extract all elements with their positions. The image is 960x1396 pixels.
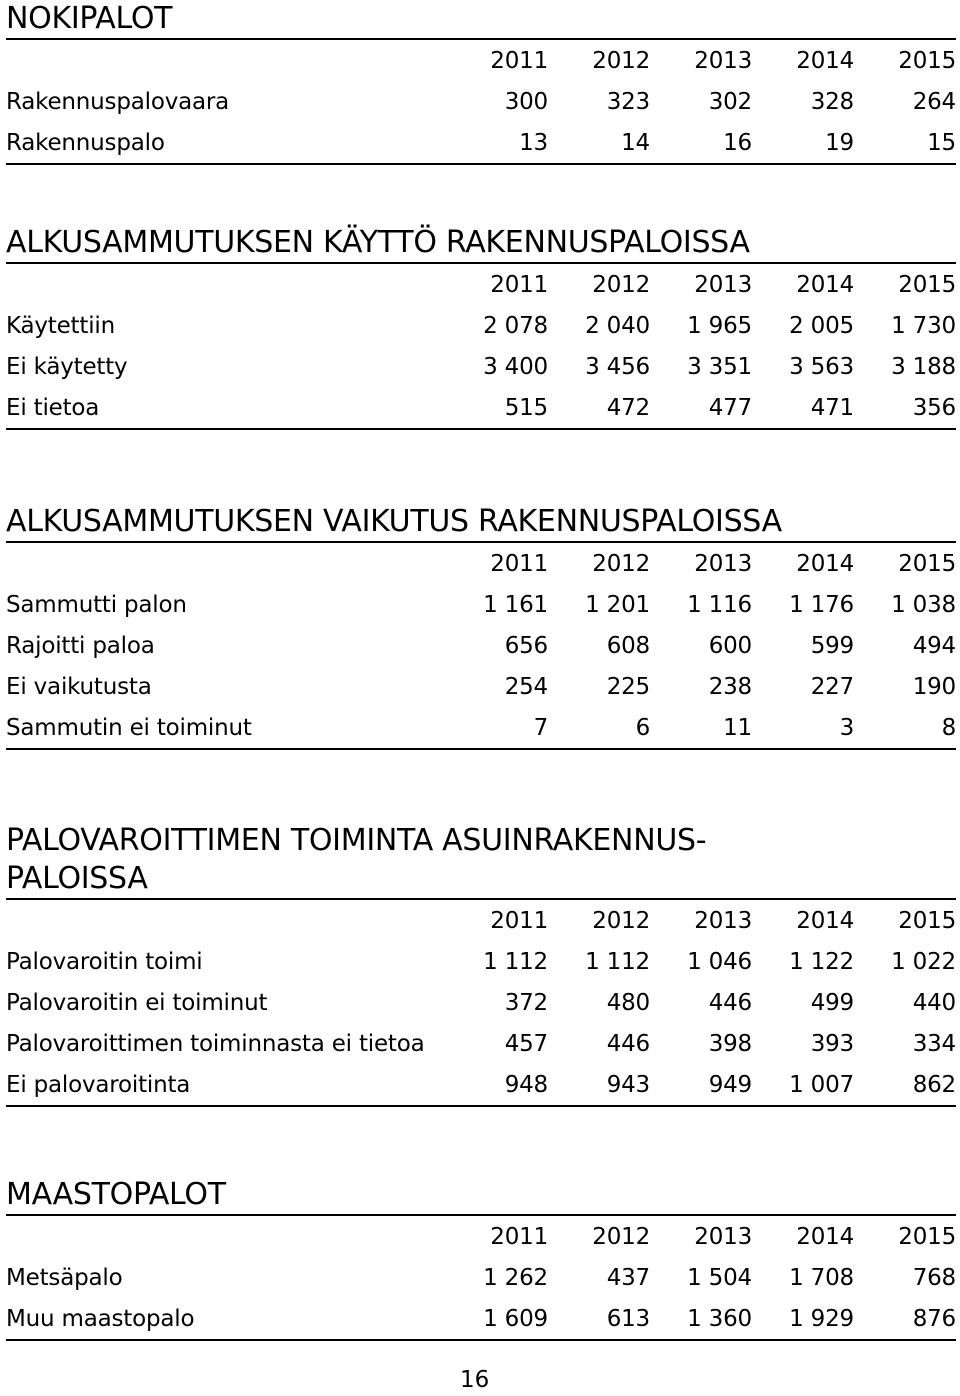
table-row: [6, 625, 956, 666]
cell-value: 254: [504, 673, 548, 700]
row-label: Ei vaikutusta: [6, 673, 152, 700]
header-blank: [6, 39, 446, 81]
section-title: NOKIPALOT: [6, 1, 173, 36]
cell-value: 477: [708, 394, 752, 421]
cell-value: 1 201: [585, 591, 650, 618]
cell-value: 472: [606, 394, 650, 421]
row-label: Rajoitti paloa: [6, 632, 155, 659]
cell-value: 1 176: [789, 591, 854, 618]
year-header: 2011: [490, 550, 548, 577]
year-header: 2013: [694, 907, 752, 934]
cell-value: 446: [708, 989, 752, 1016]
cell-value: 499: [810, 989, 854, 1016]
cell-value: 334: [912, 1030, 956, 1057]
cell-value: 1 965: [687, 312, 752, 339]
cell-value: 471: [810, 394, 854, 421]
table-row: [6, 1257, 956, 1298]
cell-value: 190: [912, 673, 956, 700]
cell-value: 1 360: [687, 1305, 752, 1332]
row-label: Ei tietoa: [6, 394, 100, 421]
year-header: 2015: [898, 47, 956, 74]
section-nokipalot: [6, 0, 956, 165]
cell-value: 1 046: [687, 948, 752, 975]
year-header: 2012: [592, 1223, 650, 1250]
year-header: 2015: [898, 907, 956, 934]
cell-value: 437: [606, 1264, 650, 1291]
header-blank: [6, 1215, 446, 1257]
year-header: 2012: [592, 47, 650, 74]
table-row: [6, 982, 956, 1023]
cell-value: 943: [606, 1071, 650, 1098]
cell-value: 600: [708, 632, 752, 659]
data-table: [6, 541, 956, 750]
table-row: [6, 305, 956, 346]
year-header: 2013: [694, 1223, 752, 1250]
header-blank: [6, 542, 446, 584]
cell-value: 6: [635, 714, 650, 741]
row-label: Sammutin ei toiminut: [6, 714, 252, 741]
cell-value: 446: [606, 1030, 650, 1057]
cell-value: 948: [504, 1071, 548, 1098]
year-header: 2013: [694, 271, 752, 298]
table-row: [6, 1298, 956, 1340]
cell-value: 1 161: [483, 591, 548, 618]
year-header: 2014: [796, 907, 854, 934]
cell-value: 1 122: [789, 948, 854, 975]
header-blank: [6, 899, 446, 941]
year-header: 2015: [898, 550, 956, 577]
year-header-row: [6, 899, 956, 941]
table-row: [6, 707, 956, 749]
cell-value: 7: [533, 714, 548, 741]
cell-value: 328: [810, 88, 854, 115]
cell-value: 302: [708, 88, 752, 115]
cell-value: 225: [606, 673, 650, 700]
cell-value: 393: [810, 1030, 854, 1057]
cell-value: 1 504: [687, 1264, 752, 1291]
cell-value: 2 040: [585, 312, 650, 339]
row-label: Metsäpalo: [6, 1264, 123, 1291]
cell-value: 1 112: [483, 948, 548, 975]
section-alkusammutuksen-vaikutus: [6, 503, 956, 750]
table-row: [6, 346, 956, 387]
cell-value: 14: [621, 129, 650, 156]
cell-value: 457: [504, 1030, 548, 1057]
data-table: [6, 38, 956, 165]
year-header: 2014: [796, 550, 854, 577]
header-blank: [6, 263, 446, 305]
cell-value: 300: [504, 88, 548, 115]
cell-value: 1 038: [891, 591, 956, 618]
cell-value: 1 007: [789, 1071, 854, 1098]
cell-value: 3 400: [483, 353, 548, 380]
cell-value: 1 262: [483, 1264, 548, 1291]
cell-value: 3: [839, 714, 854, 741]
cell-value: 1 730: [891, 312, 956, 339]
cell-value: 11: [723, 714, 752, 741]
row-label: Ei käytetty: [6, 353, 128, 380]
table-row: [6, 584, 956, 625]
year-header-row: [6, 39, 956, 81]
cell-value: 8: [941, 714, 956, 741]
page-number: 16: [460, 1367, 490, 1393]
cell-value: 398: [708, 1030, 752, 1057]
year-header: 2011: [490, 907, 548, 934]
section-maastopalot: [6, 1176, 956, 1341]
cell-value: 3 456: [585, 353, 650, 380]
row-label: Ei palovaroitinta: [6, 1071, 191, 1098]
data-table: [6, 898, 956, 1107]
section-palovaroittimen-toiminta: [6, 822, 956, 1107]
cell-value: 3 188: [891, 353, 956, 380]
section-title-line: PALOISSA: [6, 861, 148, 896]
table-row: [6, 81, 956, 122]
section-title: ALKUSAMMUTUKSEN KÄYTTÖ RAKENNUSPALOISSA: [6, 225, 750, 260]
cell-value: 440: [912, 989, 956, 1016]
year-header-row: [6, 263, 956, 305]
year-header-row: [6, 1215, 956, 1257]
cell-value: 608: [606, 632, 650, 659]
year-header: 2011: [490, 1223, 548, 1250]
table-row: [6, 122, 956, 164]
cell-value: 264: [912, 88, 956, 115]
cell-value: 13: [519, 129, 548, 156]
row-label: Sammutti palon: [6, 591, 187, 618]
row-label: Palovaroitin toimi: [6, 948, 203, 975]
section-title: ALKUSAMMUTUKSEN VAIKUTUS RAKENNUSPALOISSA: [6, 504, 782, 539]
cell-value: 599: [810, 632, 854, 659]
section-title-line: PALOVAROITTIMEN TOIMINTA ASUINRAKENNUS-: [6, 823, 707, 858]
cell-value: 15: [927, 129, 956, 156]
cell-value: 238: [708, 673, 752, 700]
table-row: [6, 941, 956, 982]
cell-value: 1 929: [789, 1305, 854, 1332]
year-header: 2015: [898, 1223, 956, 1250]
cell-value: 227: [810, 673, 854, 700]
year-header: 2014: [796, 47, 854, 74]
row-label: Palovaroittimen toiminnasta ei tietoa: [6, 1030, 425, 1057]
cell-value: 1 708: [789, 1264, 854, 1291]
cell-value: 356: [912, 394, 956, 421]
cell-value: 768: [912, 1264, 956, 1291]
cell-value: 3 351: [687, 353, 752, 380]
year-header: 2013: [694, 47, 752, 74]
row-label: Rakennuspalo: [6, 129, 165, 156]
table-row: [6, 666, 956, 707]
table-row: [6, 1064, 956, 1106]
row-label: Rakennuspalovaara: [6, 88, 230, 115]
year-header: 2012: [592, 271, 650, 298]
data-table: [6, 1214, 956, 1341]
cell-value: 613: [606, 1305, 650, 1332]
year-header: 2014: [796, 271, 854, 298]
section-alkusammutuksen-kaytto: [6, 224, 956, 430]
year-header: 2012: [592, 907, 650, 934]
cell-value: 876: [912, 1305, 956, 1332]
section-title: MAASTOPALOT: [6, 1177, 226, 1212]
cell-value: 1 609: [483, 1305, 548, 1332]
cell-value: 372: [504, 989, 548, 1016]
year-header: 2015: [898, 271, 956, 298]
cell-value: 19: [825, 129, 854, 156]
row-label: Palovaroitin ei toiminut: [6, 989, 268, 1016]
cell-value: 480: [606, 989, 650, 1016]
cell-value: 323: [606, 88, 650, 115]
cell-value: 3 563: [789, 353, 854, 380]
cell-value: 656: [504, 632, 548, 659]
row-label: Käytettiin: [6, 312, 115, 339]
table-row: [6, 1023, 956, 1064]
cell-value: 949: [708, 1071, 752, 1098]
year-header: 2012: [592, 550, 650, 577]
cell-value: 862: [912, 1071, 956, 1098]
year-header: 2014: [796, 1223, 854, 1250]
year-header-row: [6, 542, 956, 584]
data-table: [6, 262, 956, 430]
table-row: [6, 387, 956, 429]
year-header: 2011: [490, 47, 548, 74]
cell-value: 2 078: [483, 312, 548, 339]
row-label: Muu maastopalo: [6, 1305, 195, 1332]
cell-value: 1 022: [891, 948, 956, 975]
cell-value: 16: [723, 129, 752, 156]
cell-value: 1 112: [585, 948, 650, 975]
cell-value: 1 116: [687, 591, 752, 618]
year-header: 2011: [490, 271, 548, 298]
cell-value: 2 005: [789, 312, 854, 339]
cell-value: 515: [504, 394, 548, 421]
cell-value: 494: [912, 632, 956, 659]
section-title: [6, 822, 956, 898]
year-header: 2013: [694, 550, 752, 577]
